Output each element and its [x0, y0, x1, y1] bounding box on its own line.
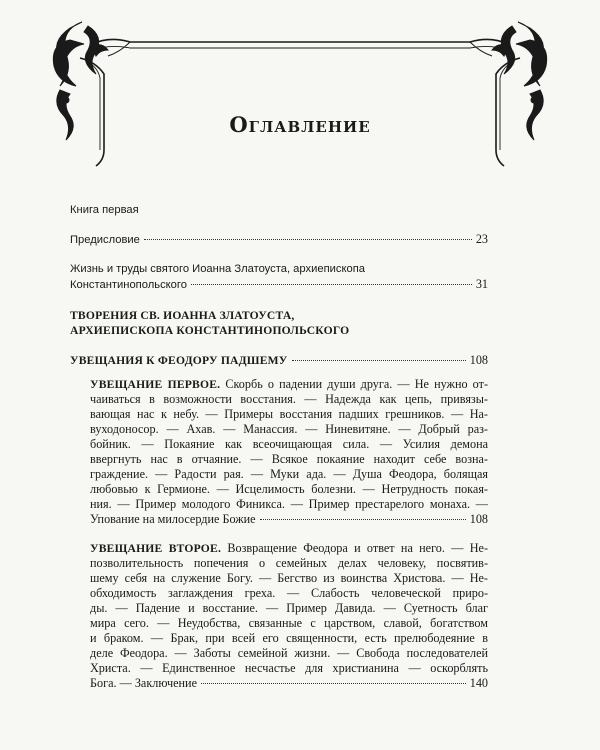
- toc-page-number: 108: [469, 512, 488, 526]
- section-heading: [70, 308, 488, 338]
- entry-label: УВЕЩАНИЕ ВТОРОЕ.: [90, 542, 222, 555]
- toc-page-number: 108: [469, 353, 488, 367]
- entry-text: позволительность попечения о семейных делах человеку, посвятив-: [90, 556, 488, 570]
- entry-text: Христа. — Единственное несчастье для христианина — оскорблять: [90, 661, 488, 675]
- toc-page-number: 31: [475, 277, 488, 291]
- leader-dots: [191, 284, 472, 285]
- toc-entry-life[interactable]: [70, 262, 488, 293]
- toc-entry-first-exhortation[interactable]: [70, 377, 488, 527]
- toc-entry-exhortations[interactable]: [70, 353, 488, 368]
- entry-text: ния. — Пример молодого Финикса. — Пример престарелого монаха. —: [90, 497, 488, 511]
- entry-text: бойник. — Покаяние как всеочищающая сила. — Усилия демона: [90, 437, 488, 451]
- entry-text: Бога. — Заключение: [90, 676, 197, 690]
- toc-page-number: 23: [475, 232, 488, 246]
- entry-text: ды. — Падение и восстание. — Пример Давида. — Суетность благ: [90, 601, 488, 615]
- page-title: Оглавление: [229, 112, 371, 137]
- entry-text: Упование на милосердие Божие: [90, 512, 256, 526]
- entry-text: вающая нас к небу. — Примеры восстания падших грешников. — На-: [90, 407, 488, 421]
- toc-entry-preface[interactable]: [70, 232, 488, 248]
- toc-page-number: 140: [469, 676, 488, 690]
- entry-text: вуходоносор. — Ахав. — Манассия. — Ниневитяне. — Добрый раз-: [90, 422, 488, 436]
- toc-entry-title: Жизнь и труды святого Иоанна Златоуста, архиепископа: [70, 263, 365, 275]
- entry-text: ввергнуть нас в отчаяние. — Всякое покаяние находит себе возна-: [90, 452, 488, 466]
- entry-text: Возвращение Феодора и ответ на него. — Не-: [221, 541, 488, 555]
- entry-text: и браком. — Брак, при всей его священности, есть прелюбодеяние в: [90, 631, 488, 645]
- book-label: Книга первая: [70, 204, 139, 216]
- toc-entry-title: УВЕЩАНИЯ К ФЕОДОРУ ПАДШЕМУ: [70, 354, 288, 367]
- entry-text: Скорбь о падении души друга. — Не нужно от-: [220, 377, 489, 391]
- entry-text: шему себя на служение Богу. — Бегство из воинства Христова. — Не-: [90, 571, 488, 585]
- entry-label: УВЕЩАНИЕ ПЕРВОЕ.: [90, 378, 221, 391]
- leader-dots: [260, 519, 466, 520]
- entry-text: граждение. — Радости рая. — Муки ада. — Душа Феодора, болящая: [90, 467, 488, 481]
- table-of-contents: [70, 203, 488, 691]
- leader-dots: [144, 239, 472, 240]
- section-heading-line: ТВОРЕНИЯ СВ. ИОАННА ЗЛАТОУСТА,: [70, 309, 295, 322]
- ornamental-frame: [0, 0, 600, 170]
- section-heading-line: АРХИЕПИСКОПА КОНСТАНТИНОПОЛЬСКОГО: [70, 324, 350, 337]
- frame-lines: [80, 39, 520, 166]
- entry-text: любовью к Гермионе. — Исцелимость болезни. — Нетрудность покая-: [90, 482, 488, 496]
- entry-text: деле Феодора. — Заботы семейной жизни. — Свобода последователей: [90, 646, 488, 660]
- entry-text: чаиваться в возможности восстания. — Надежда как цепь, привязы-: [90, 392, 488, 406]
- toc-entry-title-cont: Константинопольского: [70, 279, 187, 291]
- toc-entry-second-exhortation[interactable]: [70, 541, 488, 691]
- leader-dots: [292, 360, 466, 361]
- entry-text: мира сего. — Неудобства, связанные с царством, славой, богатством: [90, 616, 488, 630]
- leader-dots: [201, 683, 466, 684]
- toc-entry-title: Предисловие: [70, 234, 140, 246]
- entry-text: обходимость заглаждения греха. — Слабость человеческой приро-: [90, 586, 488, 600]
